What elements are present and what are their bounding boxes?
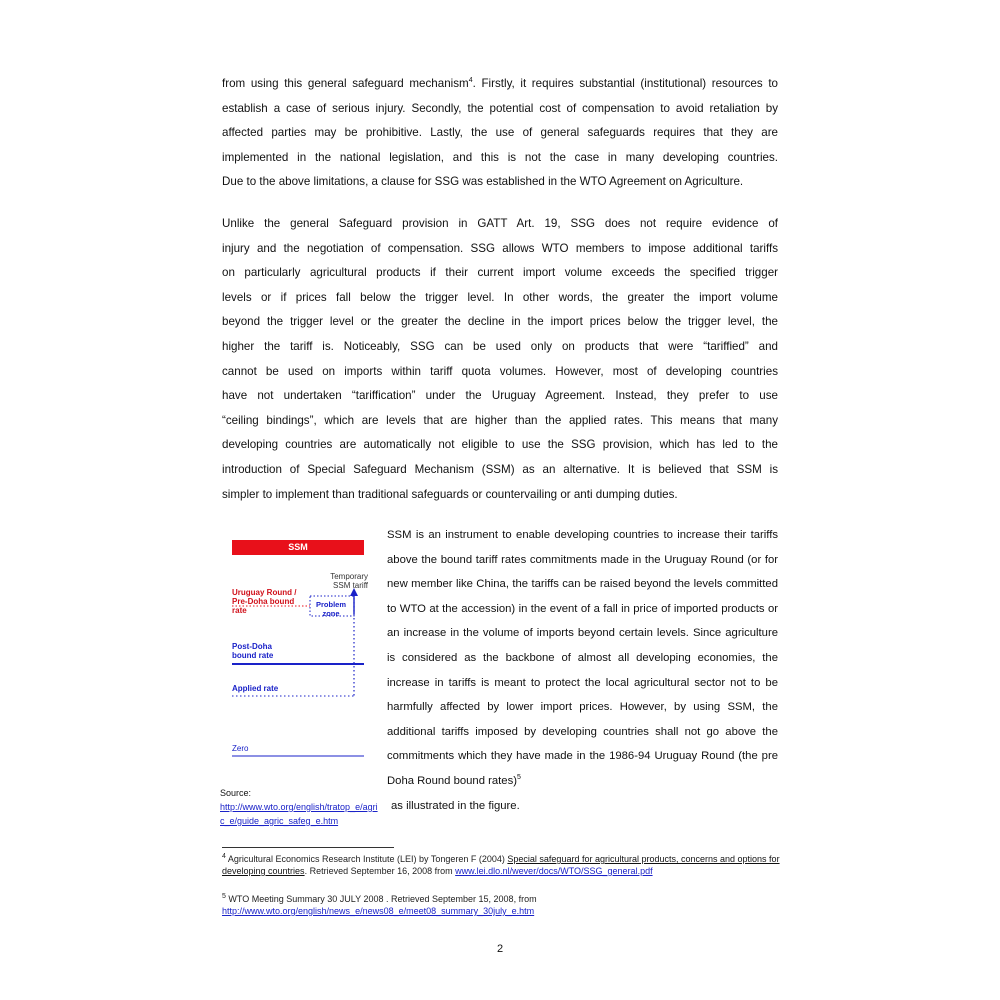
para3-text: SSM is an instrument to enable developing countries to increase their tariffs above the bound tariff rates commitments made in the Uruguay Round (or for new member like China, the tariffs can be raised beyond the levels committed to WTO at the accession) in the event of a fall in price of imported products or an increase in the volume of imports beyond certain levels. Since agriculture is considered as the backbone of almost all developing economies, the increase in tariffs is meant to protect the local agricultural sector not to be harmfully affected by lower import prices. However, by using SSM, the additional tariffs imposed by developing countries shall not go above the commitments which they have made in the 1986-94 Uruguay Round (the pre Doha Round bound rates) xyxy=(387,529,778,787)
page-number: 2 xyxy=(496,943,504,955)
problem-zone-label: Problem zone xyxy=(315,600,346,618)
footnote-4-title: Special safeguard for agricultural products, concerns and options for developing countries xyxy=(222,854,780,876)
footnote-ref-4[interactable]: 4 xyxy=(468,77,473,85)
footnote-5 xyxy=(222,893,782,917)
para1-line: implemented in the national legislation, and this is not the case in many developing countries. xyxy=(222,150,778,164)
para2-line: beyond the trigger level or the greater the decline in the import prices below the trigger level, the xyxy=(222,315,778,329)
paragraph-2 xyxy=(222,212,778,507)
para1-line: establish a case of serious injury. Secondly, the potential cost of compensation to avoid retaliation by xyxy=(222,101,778,115)
paragraph-1 xyxy=(222,72,778,195)
para1-line: affected parties may be prohibitive. Lastly, the use of general safeguards requires that they are xyxy=(222,126,778,140)
para2-line: simpler to implement than traditional safeguards or countervailing or anti dumping duties. xyxy=(222,487,678,501)
para2-line: Unlike the general Safeguard provision in GATT Art. 19, SSG does not require evidence of xyxy=(222,217,778,230)
para2-line: introduction of Special Safeguard Mechanism (SSM) as an alternative. It is believed that SSM is xyxy=(222,462,778,476)
para1-line: Due to the above limitations, a clause for SSG was established in the WTO Agreement on Agriculture. xyxy=(222,175,744,189)
paragraph-3 xyxy=(387,523,778,818)
figure-source-link[interactable]: http://www.wto.org/english/tratop_e/agric_e/guide_agric_safeg_e.htm xyxy=(220,802,378,826)
footnote-4-link[interactable]: www.lei.dlo.nl/wever/docs/WTO/SSG_general.pdf xyxy=(455,866,653,876)
zero-label: Zero xyxy=(232,744,249,753)
post-doha-label: Post-Doha bound rate xyxy=(232,642,274,660)
para2-line: higher the tariff is. Noticeably, SSG can be used only on products that were “tariffied” and xyxy=(222,339,778,353)
para2-line: on particularly agricultural products if their current import volume exceeds the specified trigger xyxy=(222,266,778,280)
uruguay-round-label: Uruguay Round / Pre-Doha bound rate xyxy=(232,588,297,615)
applied-rate-label: Applied rate xyxy=(232,684,279,693)
para3-tail: as illustrated in the figure. xyxy=(391,799,520,812)
figure-source-label: Source: xyxy=(220,788,252,798)
footnote-4-marker: 4 xyxy=(222,853,226,860)
footnote-ref-5[interactable]: 5 xyxy=(517,774,521,782)
footnote-4 xyxy=(222,853,782,877)
temporary-ssm-label: Temporary SSM tariff xyxy=(330,572,368,590)
para2-line: “ceiling bindings”, which are levels that are higher than the applied rates. This means that many xyxy=(222,413,778,427)
figure-title: SSM xyxy=(232,540,364,555)
footnote-5-text: WTO Meeting Summary 30 JULY 2008 . Retrieved September 15, 2008, from xyxy=(228,894,537,904)
para1-line-1: from using this general safeguard mechanism$^4$. Firstly, it requires substantial (institutional) resources to xyxy=(222,77,778,90)
para2-line: cannot be used on imports within tariff quota volumes. However, most of developing countries xyxy=(222,364,778,378)
para2-line: injury and the negotiation of compensation. SSG allows WTO members to impose additional tariffs xyxy=(222,241,778,255)
footnote-4-retrieved: . Retrieved September 16, 2008 from xyxy=(304,866,453,876)
para2-line: levels or if prices fall below the trigger level. In other words, the greater the import volume xyxy=(222,290,778,304)
para2-line: developing countries are automatically not eligible to use the SSG provision, which has led to the xyxy=(222,438,778,452)
footnote-divider xyxy=(222,847,394,848)
ssm-figure xyxy=(230,530,370,762)
footnote-4-text: Agricultural Economics Research Institute (LEI) by Tongeren F (2004) xyxy=(227,854,505,864)
footnote-5-marker: 5 xyxy=(222,893,226,900)
para2-line: have not undertaken “tariffication” under the Uruguay Agreement. Instead, they prefer to use xyxy=(222,389,778,403)
footnote-5-link[interactable]: http://www.wto.org/english/news_e/news08_e/meet08_summary_30july_e.htm xyxy=(222,906,535,916)
